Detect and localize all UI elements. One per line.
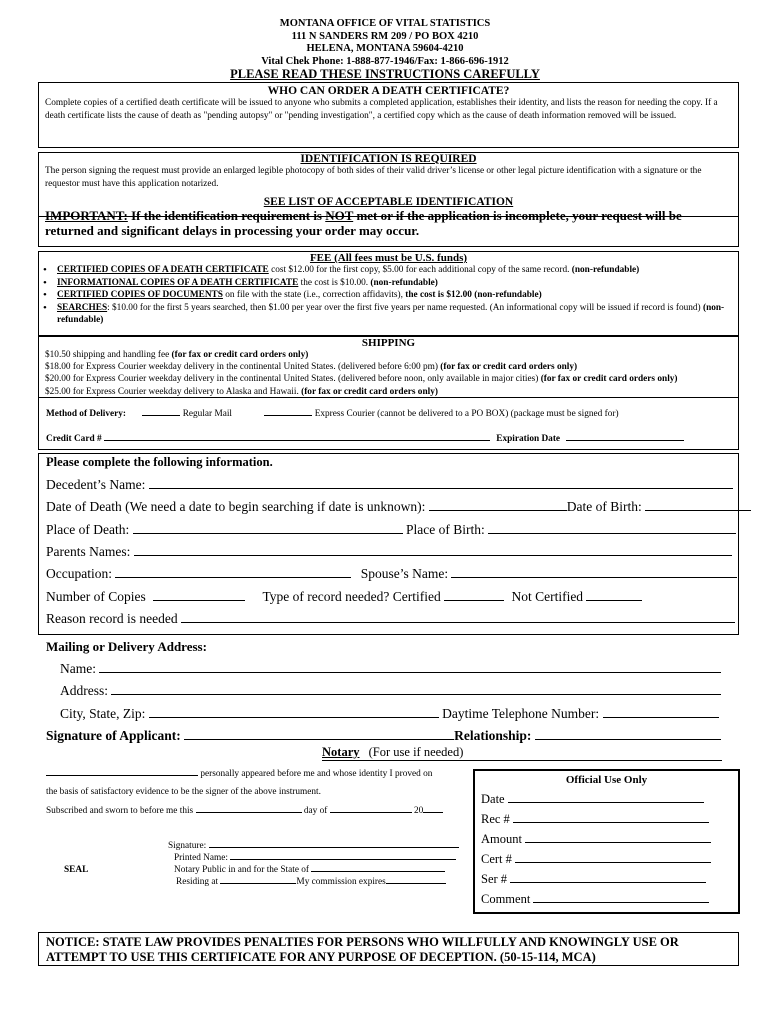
official-date-row	[481, 792, 704, 807]
fee-section	[38, 251, 739, 336]
mailing-title: Mailing or Delivery Address:	[46, 639, 207, 654]
shipping-note: (for fax or credit card orders only)	[540, 374, 678, 385]
copies-row	[46, 589, 642, 605]
official-cert-row	[481, 852, 711, 867]
date-of-death-input[interactable]	[429, 509, 567, 511]
shipping-text: $18.00 for Express Courier weekday delivery in the continental United States. (delivered before 6:00 pm)	[45, 362, 441, 373]
ident-title	[39, 153, 738, 165]
notice-box: NOTICE: STATE LAW PROVIDES PENALTIES FOR PERSONS WHO WILLFULLY AND KNOWINGLY USE OR ATTEMPT TO USE THIS CERTIFICATE FOR ANY PURPOSE OF DECEPTION. (50-15-114, MCA)	[38, 932, 739, 966]
identification-section	[38, 152, 739, 247]
not-certified-label: Not Certified	[511, 589, 584, 604]
seal-label: SEAL	[64, 865, 89, 875]
official-amount-row	[481, 832, 711, 847]
fee-text: : $10.00 for the first 5 years searched, then $1.00 per year over the first five years per name requested. (An informational copy will be issued if record is found)	[107, 302, 703, 313]
fee-note: (non-refundable)	[370, 277, 438, 288]
express-courier-label: Express Courier (cannot be delivered to a PO BOX) (package must be signed for)	[314, 409, 619, 419]
office-address-1: 111 N SANDERS RM 209 / PO BOX 4210	[291, 30, 479, 42]
shipping-note: (for fax or credit card orders only)	[301, 386, 438, 397]
instructions-heading	[0, 67, 770, 82]
commission-input[interactable]	[386, 882, 446, 884]
mail-name-input[interactable]	[99, 671, 721, 673]
fee-note: the cost is $12.00 (non-refundable)	[405, 290, 542, 301]
shipping-text: $25.00 for Express Courier weekday delivery to Alaska and Hawaii.	[45, 386, 302, 397]
official-cert-label: Cert #	[481, 852, 512, 866]
important-notice	[39, 208, 738, 238]
relationship-input[interactable]	[535, 738, 721, 740]
commission-label: My commission expires	[296, 877, 386, 887]
divider	[38, 397, 739, 398]
notary-appeared-text: personally appeared before me and whose identity I proved on	[200, 769, 433, 779]
fee-title-text: FEE (All fees must be U.S. funds)	[309, 252, 468, 264]
notary-printed-input[interactable]	[230, 858, 456, 860]
occupation-input[interactable]	[115, 576, 351, 578]
notary-printed-row	[174, 852, 456, 865]
express-courier-checkbox[interactable]	[264, 414, 312, 416]
residing-input[interactable]	[220, 882, 296, 884]
notary-day-input[interactable]	[196, 811, 302, 813]
delivery-method-row	[46, 408, 619, 421]
place-of-death-input[interactable]	[133, 532, 403, 534]
mail-address-label: Address:	[60, 683, 108, 698]
place-of-birth-label: Place of Birth:	[405, 522, 485, 537]
shipping-note: (for fax or credit card orders only)	[440, 362, 578, 373]
city-state-zip-label: City, State, Zip:	[60, 706, 146, 721]
year-prefix: 20	[413, 806, 424, 816]
notary-signature-input[interactable]	[209, 846, 459, 848]
who-text: Complete copies of a certified death certificate will be issued to anyone who submits a completed application, establishes their identity, and lists the reason for needing the copy. If a death certificate lists the cause of death as "pending autopsy" or "pending investigation", a certified copy which as the cause of death information removed will be issued.	[45, 98, 718, 121]
notary-residing-row	[176, 876, 446, 889]
official-cert-input[interactable]	[515, 861, 711, 863]
see-list-text: SEE LIST OF ACCEPTABLE IDENTIFICATION	[263, 196, 514, 209]
notary-heading	[322, 745, 722, 761]
office-phone: Vital Chek Phone: 1-888-877-1946/Fax: 1-866-696-1912	[261, 55, 509, 67]
fee-item-documents	[43, 289, 734, 302]
official-rec-row	[481, 812, 709, 827]
method-label: Method of Delivery:	[46, 409, 127, 419]
subscribed-text: Subscribed and sworn to before me this	[46, 806, 194, 816]
important-not: NOT	[325, 208, 354, 224]
important-text-a: If the identification requirement is	[127, 208, 326, 224]
number-of-copies-input[interactable]	[153, 599, 245, 601]
ident-text: The person signing the request must provide an enlarged legible photocopy of both sides of their valid driver’s license or other legal picture identification with a signature or the requestor must have this application notarized.	[45, 166, 702, 189]
signature-input[interactable]	[184, 738, 454, 740]
official-title: Official Use Only	[565, 774, 648, 786]
fee-list	[39, 264, 738, 327]
notary-signature-row	[168, 840, 459, 853]
fee-item-searches	[43, 302, 734, 327]
credit-card-row	[46, 433, 684, 446]
official-comment-input[interactable]	[533, 901, 709, 903]
fee-note: (non-refundable)	[57, 302, 725, 326]
spouse-name-input[interactable]	[451, 576, 737, 578]
decedent-label: Decedent’s Name:	[46, 477, 146, 492]
fee-text: cost $12.00 for the first copy, $5.00 for each additional copy of the same record.	[268, 265, 572, 275]
signature-row	[46, 728, 721, 744]
reason-row	[46, 611, 735, 627]
notary-subscribed-row	[46, 805, 443, 818]
fee-label: SEARCHES	[57, 302, 108, 313]
parents-row	[46, 544, 732, 560]
shipping-line	[45, 373, 732, 385]
city-row	[60, 706, 719, 722]
shipping-text: $10.50 shipping and handling fee	[45, 350, 172, 360]
decedent-row	[46, 477, 733, 493]
not-certified-checkbox[interactable]	[586, 599, 642, 601]
notary-year-input[interactable]	[423, 811, 443, 813]
shipping-text: $20.00 for Express Courier weekday delivery in the continental United States. (delivered before noon, only available in major cities)	[45, 374, 541, 385]
credit-card-label: Credit Card #	[46, 434, 102, 444]
mail-name-label: Name:	[60, 661, 96, 676]
who-title: WHO CAN ORDER A DEATH CERTIFICATE?	[267, 85, 510, 97]
fee-text: on file with the state (i.e., correction affidavits),	[222, 290, 406, 301]
official-rec-label: Rec #	[481, 812, 510, 826]
see-list-link	[39, 196, 738, 208]
notary-month-input[interactable]	[330, 811, 412, 813]
official-ser-row	[481, 872, 706, 887]
notary-public-label: Notary Public in and for the State of	[174, 865, 310, 875]
official-rec-input[interactable]	[513, 821, 709, 823]
notary-person-input[interactable]	[46, 774, 198, 776]
relationship-label: Relationship:	[454, 728, 532, 743]
certified-label: Certified	[392, 589, 441, 604]
day-of-text: day of	[303, 806, 328, 816]
official-comment-row	[481, 892, 709, 907]
regular-mail-label: Regular Mail	[182, 409, 233, 419]
fee-item-death-cert	[43, 264, 734, 277]
official-comment-label: Comment	[481, 892, 531, 906]
places-row	[46, 522, 736, 538]
spouse-label: Spouse’s Name:	[360, 566, 449, 581]
fee-title	[39, 252, 738, 264]
parents-label: Parents Names:	[46, 544, 131, 559]
official-amount-input[interactable]	[525, 841, 711, 843]
notary-basis: the basis of satisfactory evidence to be the signer of the above instrument.	[46, 787, 321, 797]
who-section	[38, 82, 739, 148]
shipping-note: (for fax or credit card orders only)	[171, 350, 309, 360]
shipping-line	[45, 349, 732, 361]
instructions-text: PLEASE READ THESE INSTRUCTIONS CAREFULLY	[230, 67, 540, 81]
notary-state-input[interactable]	[311, 870, 445, 872]
mail-name-row	[60, 661, 721, 677]
official-date-label: Date	[481, 792, 505, 806]
copies-label: Number of Copies	[46, 589, 146, 604]
header	[0, 18, 770, 68]
notary-subtitle: (For use if needed)	[368, 745, 464, 759]
record-type-label: Type of record needed?	[262, 589, 390, 604]
fee-label: CERTIFIED COPIES OF DOCUMENTS	[57, 290, 223, 301]
ident-title-text: IDENTIFICATION IS REQUIRED	[300, 153, 477, 165]
important-label: IMPORTANT:	[45, 208, 128, 224]
notary-printed-label: Printed Name:	[174, 853, 228, 863]
info-title: Please complete the following information.	[46, 455, 273, 469]
daytime-phone-label: Daytime Telephone Number:	[442, 706, 600, 721]
place-of-death-label: Place of Death:	[46, 522, 130, 537]
fee-text: the cost is $10.00.	[298, 277, 371, 288]
signature-label: Signature of Applicant:	[46, 728, 181, 743]
office-name: MONTANA OFFICE OF VITAL STATISTICS	[279, 18, 491, 29]
official-ser-input[interactable]	[510, 881, 706, 883]
reason-input[interactable]	[181, 621, 735, 623]
dates-row	[46, 499, 751, 515]
divider	[38, 216, 739, 217]
shipping-options	[39, 349, 738, 398]
shipping-title: SHIPPING	[361, 337, 416, 349]
notary-signature-label: Signature:	[168, 841, 207, 851]
certified-checkbox[interactable]	[444, 599, 504, 601]
notary-state-row	[174, 864, 445, 877]
office-address-2: HELENA, MONTANA 59604-4210	[306, 43, 464, 54]
mail-address-input[interactable]	[111, 693, 721, 695]
important-text-b: met or if the application is incomplete, your request will be returned and significant delays in processing your order may occur.	[45, 208, 682, 239]
official-amount-label: Amount	[481, 832, 522, 846]
notary-appeared-row	[46, 768, 432, 781]
reason-label: Reason record is needed	[46, 611, 178, 626]
daytime-phone-input[interactable]	[603, 716, 719, 718]
occupation-label: Occupation:	[46, 566, 112, 581]
expiration-input[interactable]	[566, 439, 684, 441]
fee-label: CERTIFIED COPIES OF A DEATH CERTIFICATE	[57, 265, 269, 275]
shipping-line	[45, 386, 732, 398]
regular-mail-checkbox[interactable]	[142, 414, 180, 416]
official-ser-label: Ser #	[481, 872, 508, 886]
parents-names-input[interactable]	[134, 554, 732, 556]
place-of-birth-input[interactable]	[488, 532, 736, 534]
residing-label: Residing at	[176, 877, 219, 887]
dod-label: Date of Death (We need a date to begin searching if date is unknown):	[46, 499, 426, 514]
fee-note: (non-refundable)	[571, 265, 640, 275]
shipping-line	[45, 361, 732, 373]
mail-address-row	[60, 683, 721, 699]
fee-label: INFORMATIONAL COPIES OF A DEATH CERTIFICATE	[57, 277, 299, 288]
decedent-name-input[interactable]	[149, 487, 733, 489]
official-date-input[interactable]	[508, 801, 704, 803]
occupation-row	[46, 566, 737, 582]
fee-item-informational	[43, 277, 734, 290]
city-state-zip-input[interactable]	[149, 716, 439, 718]
expiration-label: Expiration Date	[496, 434, 561, 444]
credit-card-input[interactable]	[104, 439, 490, 441]
dob-label: Date of Birth:	[566, 499, 642, 514]
date-of-birth-input[interactable]	[645, 509, 751, 511]
notary-title: Notary	[322, 745, 360, 759]
